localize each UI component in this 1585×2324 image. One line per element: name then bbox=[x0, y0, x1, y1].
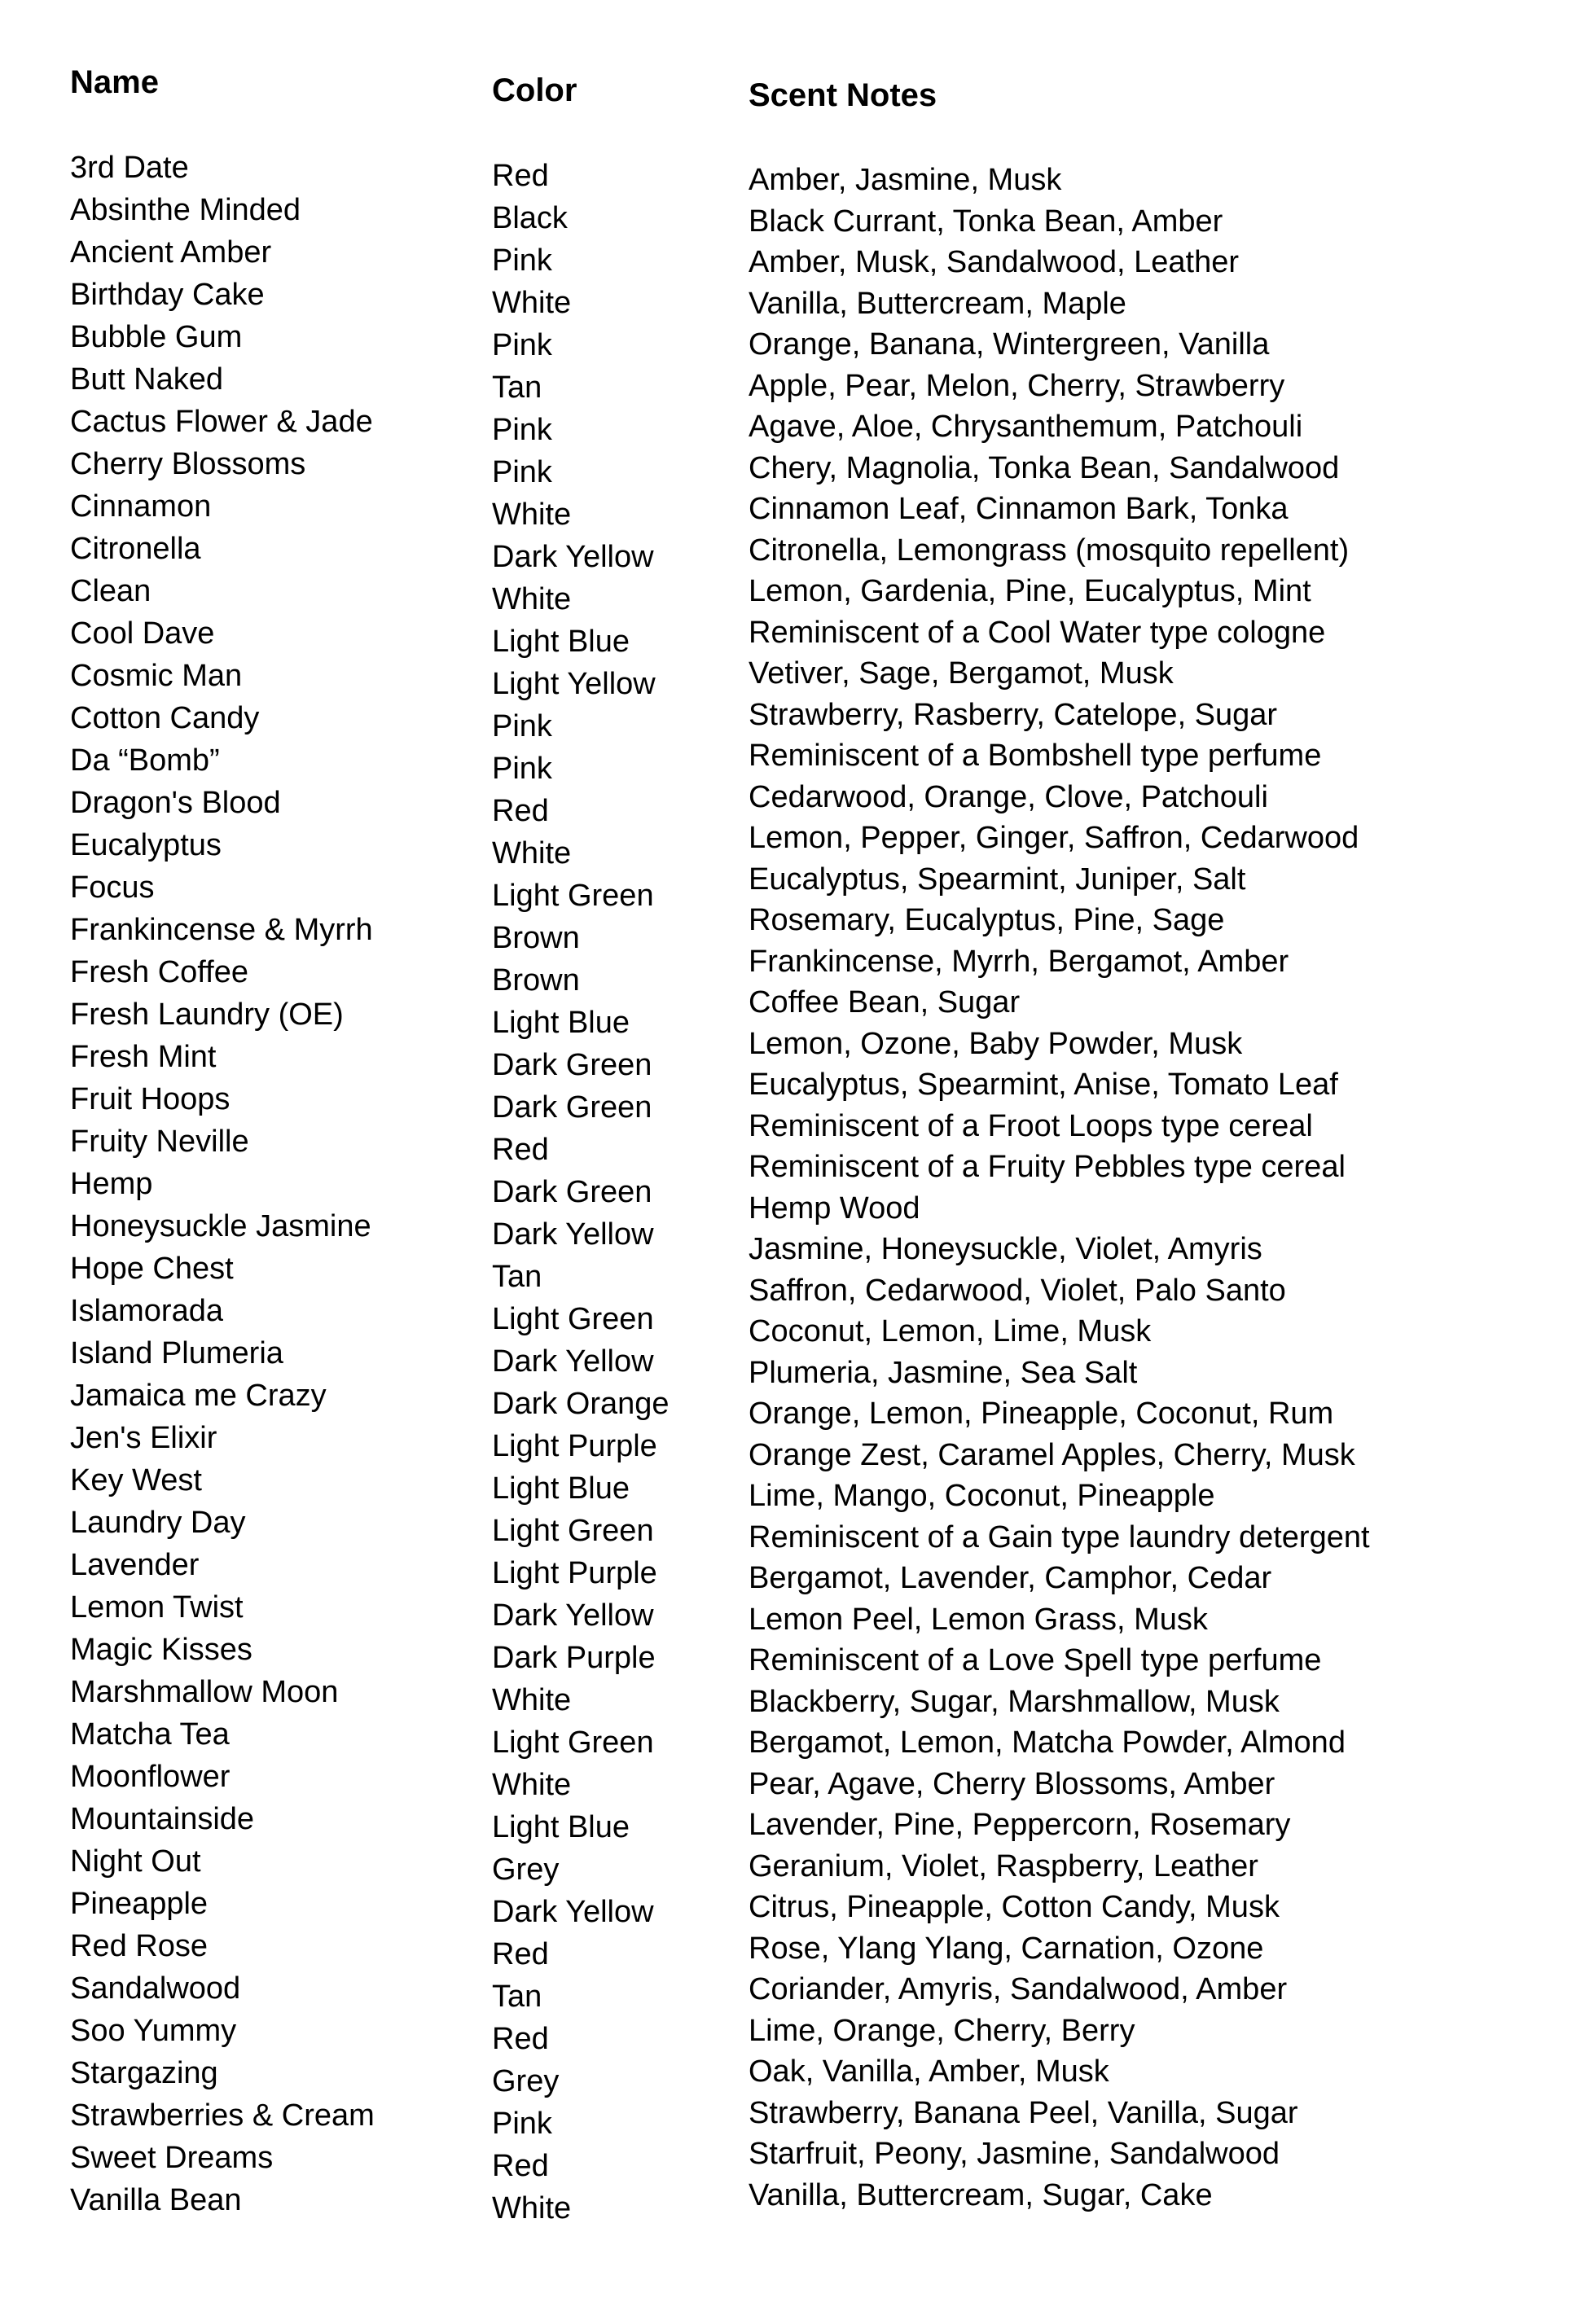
wax-color: Red bbox=[492, 159, 549, 193]
scent-notes-line: Lemon, Pepper, Ginger, Saffron, Cedarwood bbox=[749, 821, 1359, 855]
scent-name: Hope Chest bbox=[70, 1252, 234, 1286]
scent-notes-line: Apple, Pear, Melon, Cherry, Strawberry bbox=[749, 368, 1285, 403]
scent-name: Fruit Hoops bbox=[70, 1082, 231, 1116]
scent-name: Strawberries & Cream bbox=[70, 2098, 375, 2133]
scent-name: Da “Bomb” bbox=[70, 743, 220, 778]
scent-notes-line: Lime, Mango, Coconut, Pineapple bbox=[749, 1479, 1215, 1513]
scent-name: Soo Yummy bbox=[70, 2014, 237, 2048]
wax-color: White bbox=[492, 1683, 572, 1717]
scent-notes-line: Orange, Lemon, Pineapple, Coconut, Rum bbox=[749, 1397, 1334, 1431]
wax-color: White bbox=[492, 582, 572, 616]
scent-name: Bubble Gum bbox=[70, 320, 243, 354]
scent-notes-line: Lime, Orange, Cherry, Berry bbox=[749, 2013, 1135, 2048]
column-header-name: Name bbox=[70, 64, 159, 100]
scent-name: Matcha Tea bbox=[70, 1717, 230, 1752]
wax-color: Brown bbox=[492, 963, 580, 998]
scent-notes-line: Vanilla, Buttercream, Maple bbox=[749, 286, 1126, 321]
scent-notes-line: Amber, Jasmine, Musk bbox=[749, 163, 1062, 197]
wax-color: Light Purple bbox=[492, 1556, 657, 1590]
wax-color: Light Green bbox=[492, 879, 654, 913]
scent-notes-line: Orange Zest, Caramel Apples, Cherry, Musk bbox=[749, 1437, 1355, 1472]
scent-notes-line: Rosemary, Eucalyptus, Pine, Sage bbox=[749, 903, 1225, 937]
scent-notes-line: Rose, Ylang Ylang, Carnation, Ozone bbox=[749, 1931, 1264, 1966]
scent-name: Mountainside bbox=[70, 1802, 255, 1836]
scent-name: Citronella bbox=[70, 532, 201, 566]
scent-notes-line: Amber, Musk, Sandalwood, Leather bbox=[749, 245, 1240, 279]
scent-name: Moonflower bbox=[70, 1760, 231, 1794]
scent-name: Cinnamon bbox=[70, 489, 212, 524]
scent-name: Fruity Neville bbox=[70, 1125, 249, 1159]
scent-name: Butt Naked bbox=[70, 362, 223, 397]
scent-notes-line: Coriander, Amyris, Sandalwood, Amber bbox=[749, 1972, 1288, 2006]
wax-color: Dark Yellow bbox=[492, 1344, 654, 1379]
scent-name: Honeysuckle Jasmine bbox=[70, 1209, 371, 1243]
scent-notes-line: Lavender, Pine, Peppercorn, Rosemary bbox=[749, 1808, 1291, 1842]
scent-notes-line: Frankincense, Myrrh, Bergamot, Amber bbox=[749, 944, 1289, 979]
scent-name: Key West bbox=[70, 1463, 202, 1497]
wax-color: Light Yellow bbox=[492, 667, 656, 701]
wax-color: White bbox=[492, 498, 572, 532]
scent-notes-line: Coconut, Lemon, Lime, Musk bbox=[749, 1314, 1152, 1348]
wax-color: Pink bbox=[492, 328, 552, 362]
scent-name: Marshmallow Moon bbox=[70, 1675, 339, 1709]
wax-color: Light Blue bbox=[492, 1006, 630, 1040]
scent-name: Lavender bbox=[70, 1548, 200, 1582]
scent-name: Eucalyptus bbox=[70, 828, 222, 862]
wax-color: Tan bbox=[492, 1980, 542, 2014]
wax-color: Dark Purple bbox=[492, 1641, 656, 1675]
wax-color: Light Green bbox=[492, 1725, 654, 1760]
scent-name: Cosmic Man bbox=[70, 659, 243, 693]
scent-name: Hemp bbox=[70, 1167, 153, 1201]
wax-color: Pink bbox=[492, 243, 552, 278]
scent-notes-line: Oak, Vanilla, Amber, Musk bbox=[749, 2054, 1109, 2089]
scent-notes-line: Geranium, Violet, Raspberry, Leather bbox=[749, 1848, 1258, 1883]
scent-notes-line: Orange, Banana, Wintergreen, Vanilla bbox=[749, 327, 1270, 362]
scent-notes-line: Strawberry, Rasberry, Catelope, Sugar bbox=[749, 697, 1278, 732]
scent-name: Jen's Elixir bbox=[70, 1421, 217, 1455]
scent-notes-line: Eucalyptus, Spearmint, Anise, Tomato Leaf bbox=[749, 1068, 1338, 1102]
wax-color: Dark Yellow bbox=[492, 1598, 654, 1633]
wax-color: Pink bbox=[492, 413, 552, 447]
scent-name: Laundry Day bbox=[70, 1506, 246, 1540]
scent-notes-line: Lemon Peel, Lemon Grass, Musk bbox=[749, 1602, 1208, 1637]
scent-name: Dragon's Blood bbox=[70, 786, 281, 820]
scent-notes-line: Reminiscent of a Gain type laundry detergent bbox=[749, 1519, 1370, 1554]
wax-color: Dark Orange bbox=[492, 1387, 670, 1421]
scent-notes-line: Jasmine, Honeysuckle, Violet, Amyris bbox=[749, 1232, 1262, 1266]
wax-color: Red bbox=[492, 1133, 549, 1167]
scent-name: Lemon Twist bbox=[70, 1590, 244, 1625]
wax-color: Light Blue bbox=[492, 1471, 630, 1506]
scent-notes-line: Reminiscent of a Fruity Pebbles type cereal bbox=[749, 1150, 1346, 1184]
scent-notes-line: Blackberry, Sugar, Marshmallow, Musk bbox=[749, 1684, 1280, 1719]
scent-notes-line: Lemon, Gardenia, Pine, Eucalyptus, Mint bbox=[749, 574, 1311, 608]
wax-color: Dark Yellow bbox=[492, 1895, 654, 1929]
wax-color: Light Green bbox=[492, 1302, 654, 1336]
scent-notes-line: Vanilla, Buttercream, Sugar, Cake bbox=[749, 2177, 1213, 2212]
wax-color: Black bbox=[492, 201, 568, 235]
scent-notes-line: Hemp Wood bbox=[749, 1191, 920, 1226]
wax-color: Dark Yellow bbox=[492, 1217, 654, 1252]
column-header-color: Color bbox=[492, 72, 577, 108]
wax-color: Pink bbox=[492, 455, 552, 489]
scent-notes-line: Starfruit, Peony, Jasmine, Sandalwood bbox=[749, 2137, 1280, 2171]
scent-name: Pineapple bbox=[70, 1887, 209, 1921]
scent-notes-line: Cinnamon Leaf, Cinnamon Bark, Tonka bbox=[749, 492, 1289, 526]
scent-name: Birthday Cake bbox=[70, 278, 265, 312]
scent-name: Vanilla Bean bbox=[70, 2183, 242, 2217]
scent-name: Jamaica me Crazy bbox=[70, 1379, 327, 1413]
scent-name: Fresh Coffee bbox=[70, 955, 248, 989]
scent-notes-line: Coffee Bean, Sugar bbox=[749, 985, 1021, 1019]
scent-notes-line: Chery, Magnolia, Tonka Bean, Sandalwood bbox=[749, 450, 1340, 485]
color-column bbox=[492, 155, 670, 2230]
scent-notes-column bbox=[749, 160, 1370, 2216]
wax-color: Pink bbox=[492, 2107, 552, 2141]
scent-name: Cherry Blossoms bbox=[70, 447, 306, 481]
wax-color: Light Green bbox=[492, 1514, 654, 1548]
wax-color: Light Blue bbox=[492, 1810, 630, 1844]
wax-color: Dark Yellow bbox=[492, 540, 654, 574]
scent-name: Islamorada bbox=[70, 1294, 223, 1328]
wax-color: White bbox=[492, 2191, 572, 2225]
wax-color: Tan bbox=[492, 371, 542, 405]
scent-name: Ancient Amber bbox=[70, 235, 272, 270]
wax-color: Light Purple bbox=[492, 1429, 657, 1463]
scent-name: Cactus Flower & Jade bbox=[70, 405, 373, 439]
scent-name: Red Rose bbox=[70, 1929, 208, 1963]
wax-color: Dark Green bbox=[492, 1175, 652, 1209]
scent-name: Cool Dave bbox=[70, 616, 215, 651]
wax-color: Red bbox=[492, 794, 549, 828]
scent-notes-line: Agave, Aloe, Chrysanthemum, Patchouli bbox=[749, 410, 1303, 444]
wax-color: Dark Green bbox=[492, 1048, 652, 1082]
wax-color: Pink bbox=[492, 752, 552, 786]
scent-name: Focus bbox=[70, 870, 155, 905]
wax-color: Tan bbox=[492, 1260, 542, 1294]
wax-color: White bbox=[492, 1768, 572, 1802]
scent-notes-line: Eucalyptus, Spearmint, Juniper, Salt bbox=[749, 862, 1246, 897]
wax-color: White bbox=[492, 836, 572, 870]
scent-notes-line: Reminiscent of a Cool Water type cologne bbox=[749, 615, 1326, 650]
name-column bbox=[70, 147, 375, 2221]
scent-notes-line: Black Currant, Tonka Bean, Amber bbox=[749, 204, 1223, 239]
scent-name: Magic Kisses bbox=[70, 1633, 252, 1667]
scent-name: Sandalwood bbox=[70, 1971, 241, 2006]
wax-color: Pink bbox=[492, 709, 552, 743]
scent-notes-line: Citronella, Lemongrass (mosquito repellent) bbox=[749, 533, 1350, 568]
wax-color: White bbox=[492, 286, 572, 320]
wax-color: Dark Green bbox=[492, 1090, 652, 1125]
wax-color: Red bbox=[492, 2022, 549, 2056]
column-header-scent-notes: Scent Notes bbox=[749, 77, 937, 113]
scent-notes-line: Lemon, Ozone, Baby Powder, Musk bbox=[749, 1026, 1243, 1061]
wax-color: Grey bbox=[492, 2064, 560, 2098]
scent-name: Fresh Laundry (OE) bbox=[70, 998, 344, 1032]
scent-name: Fresh Mint bbox=[70, 1040, 217, 1074]
scent-name: Cotton Candy bbox=[70, 701, 260, 735]
scent-notes-line: Reminiscent of a Love Spell type perfume bbox=[749, 1643, 1322, 1677]
scent-name: Absinthe Minded bbox=[70, 193, 301, 227]
scent-notes-line: Citrus, Pineapple, Cotton Candy, Musk bbox=[749, 1890, 1280, 1924]
wax-color: Brown bbox=[492, 921, 580, 955]
scent-notes-line: Bergamot, Lavender, Camphor, Cedar bbox=[749, 1561, 1272, 1595]
wax-color: Red bbox=[492, 2149, 549, 2183]
scent-notes-line: Strawberry, Banana Peel, Vanilla, Sugar bbox=[749, 2095, 1298, 2130]
scent-name: Island Plumeria bbox=[70, 1336, 283, 1370]
scent-name: 3rd Date bbox=[70, 151, 189, 185]
scent-notes-line: Cedarwood, Orange, Clove, Patchouli bbox=[749, 779, 1268, 814]
scent-notes-line: Reminiscent of a Froot Loops type cereal bbox=[749, 1108, 1313, 1143]
wax-color: Grey bbox=[492, 1853, 560, 1887]
wax-color: Light Blue bbox=[492, 625, 630, 659]
scent-notes-line: Saffron, Cedarwood, Violet, Palo Santo bbox=[749, 1273, 1286, 1308]
scent-name: Night Out bbox=[70, 1844, 201, 1879]
scent-notes-line: Bergamot, Lemon, Matcha Powder, Almond bbox=[749, 1725, 1346, 1760]
scent-name: Sweet Dreams bbox=[70, 2141, 274, 2175]
scent-name: Stargazing bbox=[70, 2056, 218, 2090]
scent-notes-line: Vetiver, Sage, Bergamot, Musk bbox=[749, 656, 1174, 691]
scent-name: Clean bbox=[70, 574, 151, 608]
scent-name: Frankincense & Myrrh bbox=[70, 913, 373, 947]
scent-notes-line: Pear, Agave, Cherry Blossoms, Amber bbox=[749, 1766, 1275, 1801]
scent-notes-line: Reminiscent of a Bombshell type perfume bbox=[749, 739, 1322, 773]
wax-color: Red bbox=[492, 1937, 549, 1971]
scent-notes-line: Plumeria, Jasmine, Sea Salt bbox=[749, 1355, 1138, 1390]
